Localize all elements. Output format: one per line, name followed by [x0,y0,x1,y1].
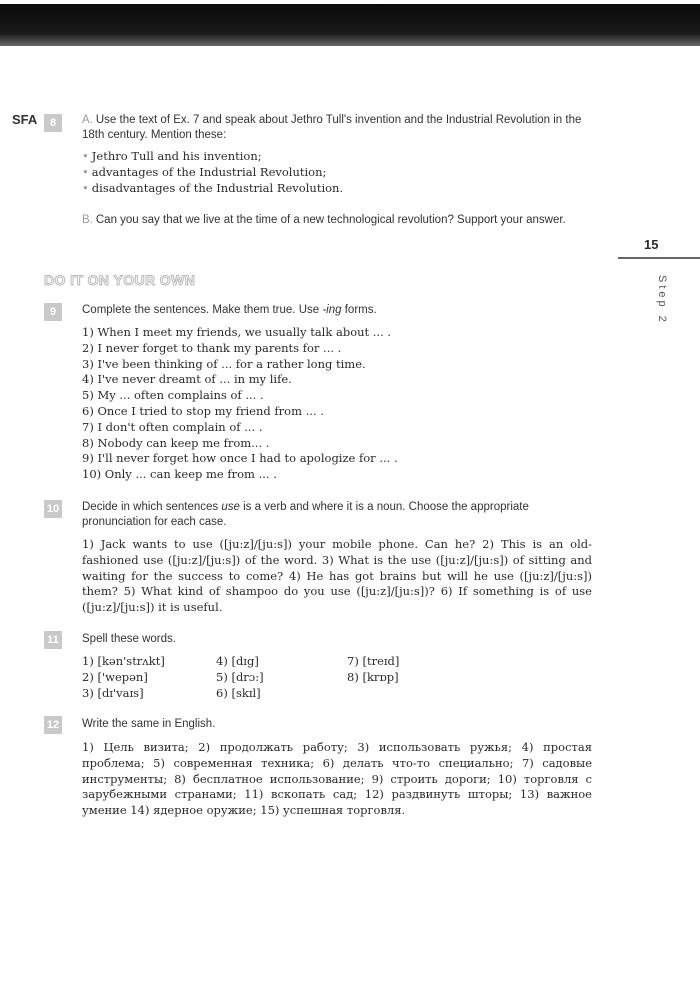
page-number-rule [618,257,700,259]
list-item: 6) Once I tried to stop my friend from ... . [82,403,324,418]
exercise-11-instruction: Spell these words. [82,633,176,645]
list-item: • Jethro Tull and his invention; [82,149,262,163]
exercise-8-bullet-list [82,149,343,196]
exercise-number-12: 12 [44,716,62,734]
list-item: 6) [skɪl] [216,685,261,700]
list-item: 8) Nobody can keep me from... . [82,435,270,450]
exercise-12-instruction: Write the same in English. [82,718,216,730]
exercise-12-text: 1) Цель визита; 2) продолжать работу; 3) использовать ружья; 4) простая проблема; 5) современная техника; 6) делать что-то специально; 7) садовые инструменты; 8) бесплатное использование; 9) строить дороги; 10) торговля с зарубежными странами; 11) вскопать сад; 12) раздвинуть шторы; 13) важное умение 14) ядерное оружие; 15) успешная торговля. [82,740,592,818]
list-item: 9) I'll never forget how once I had to apologize for ... . [82,451,398,466]
top-banner [0,4,700,46]
list-item: 1) [kən'strʌkt] [82,654,165,668]
list-item: • disadvantages of the Industrial Revolution. [82,180,344,195]
page-number: 15 [644,237,659,252]
exercise-10-instruction: Decide in which sentences use is a verb and where it is a noun. Choose the appropriate pronunciation for each case. [82,501,529,528]
exercise-11-word-grid [82,654,467,701]
part-b-text: Can you say that we live at the time of a new technological revolution? Support your answer. [95,214,566,226]
exercise-10-text: 1) Jack wants to use ([ju:z]/[ju:s]) your mobile phone. Can he? 2) This is an old-fashioned use ([ju:z]/[ju:s]) of the word. 3) What is the use ([ju:z]/[ju:s]) of sitting and waiting for the success to come? 4) He has got brains but will he use ([ju:z]/[ju:s]) them? 5) What kind of shampoo do you use ([ju:z]/[ju:s])? 6) If something is of use ([ju:z]/[ju:s]) it is useful. [82,537,592,615]
exercise-number-11: 11 [44,631,62,649]
list-item: 3) [dɪ'vaɪs] [82,685,144,700]
list-item: 10) Only ... can keep me from ... . [82,467,277,482]
list-item: 8) [krɒp] [347,669,399,684]
list-item: • advantages of the Industrial Revolution; [82,164,327,179]
step-label: Step 2 [656,275,668,325]
list-item: 5) My ... often complains of ... . [82,388,264,403]
list-item: 4) I've never dreamt of ... in my life. [82,372,292,387]
list-item: 4) [dɪg] [216,654,259,668]
exercise-number-9: 9 [44,303,62,321]
list-item: 7) I don't often complain of ... . [82,419,263,434]
list-item [347,686,467,702]
list-item: 2) ['wepən] [82,669,148,684]
list-item: 5) [drɔ:] [216,669,264,684]
section-heading: DO IT ON YOUR OWN [44,272,196,288]
list-item: 2) I never forget to thank my parents for ... . [82,340,342,355]
list-item: 7) [treɪd] [347,654,400,668]
part-b-label: B. [82,214,93,226]
exercise-9-instruction: Complete the sentences. Make them true. Use -ing forms. [82,304,377,316]
exercise-number-10: 10 [44,500,62,518]
exercise-9-sentence-list [82,325,398,483]
part-a-label: A. [82,114,93,126]
exercise-8-part-a [82,113,594,143]
list-item: 3) I've been thinking of ... for a rather long time. [82,356,366,371]
sfa-mark: SFA [12,112,38,127]
exercise-number-8: 8 [44,114,62,132]
list-item: 1) When I meet my friends, we usually talk about ... . [82,325,392,339]
exercise-8-part-b [82,213,594,228]
part-a-text: Use the text of Ex. 7 and speak about Jethro Tull's invention and the Industrial Revolution in the 18th century. Mention these: [82,114,582,141]
